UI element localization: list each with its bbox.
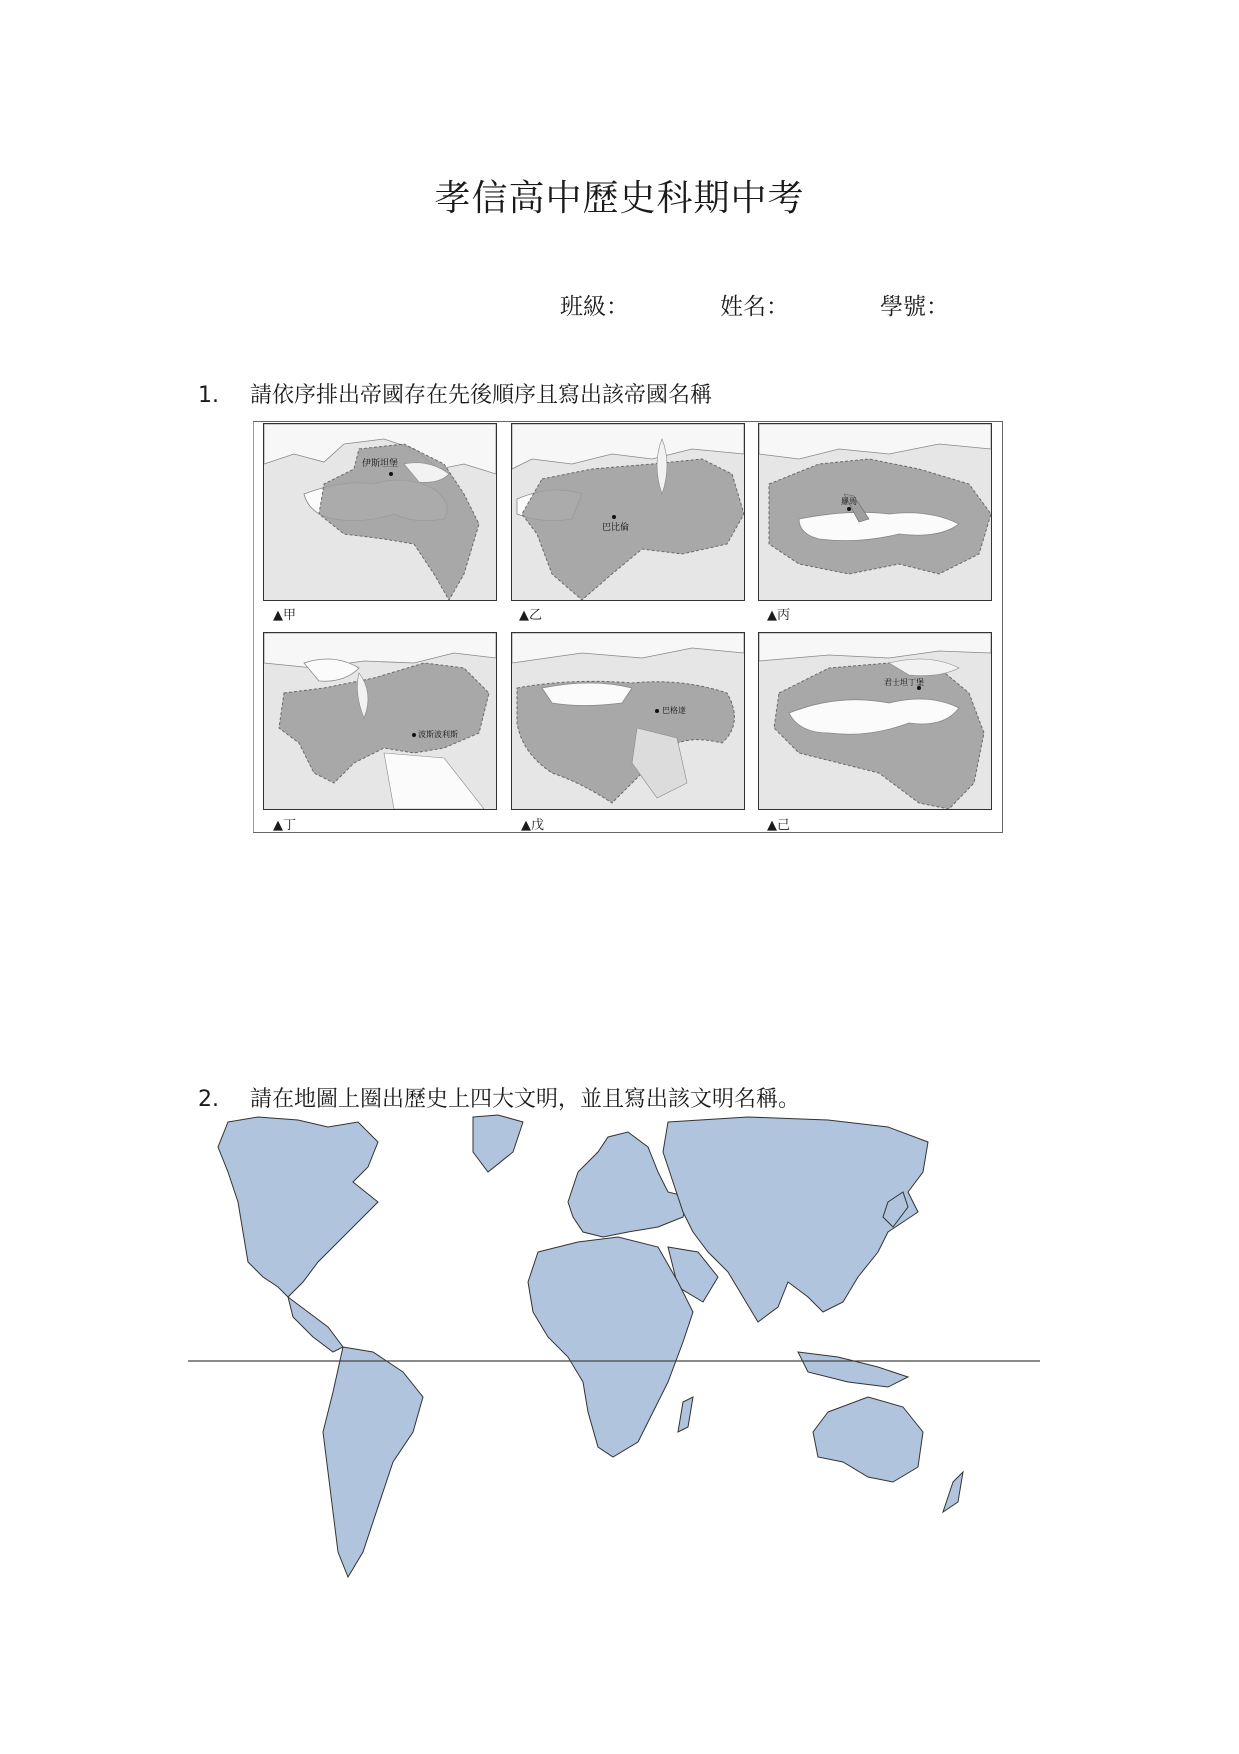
class-label: 班級： <box>560 294 629 320</box>
map-panel-ji <box>758 632 992 810</box>
map-panel-yi <box>511 423 745 601</box>
city-label-jia: 伊斯坦堡 <box>362 459 399 469</box>
map-label-ji: ▲己 <box>767 818 790 833</box>
city-label-ding: 波斯波利斯 <box>418 730 458 739</box>
question-number: 1. <box>198 383 219 408</box>
question-text: 請在地圖上圈出歷史上四大文明，並且寫出該文明名稱。 <box>250 1087 801 1112</box>
empire-map-jia <box>264 424 496 600</box>
new-zealand <box>943 1472 963 1512</box>
city-label-yi: 巴比倫 <box>602 523 630 533</box>
empire-maps-frame <box>253 421 1003 833</box>
indonesia <box>798 1352 908 1387</box>
madagascar <box>678 1397 693 1432</box>
map-panel-wu <box>511 632 745 810</box>
name-label: 姓名： <box>720 294 789 320</box>
empire-map-ji <box>759 633 991 809</box>
city-label-wu: 巴格達 <box>662 706 686 715</box>
question-2 <box>198 1082 800 1113</box>
map-panel-jia <box>263 423 497 601</box>
city-label-ji: 君士坦丁堡 <box>884 678 924 687</box>
map-label-jia: ▲甲 <box>273 608 296 623</box>
greenland <box>473 1115 523 1172</box>
empire-map-wu <box>512 633 744 809</box>
australia <box>813 1397 923 1482</box>
map-panel-ding <box>263 632 497 810</box>
south-america <box>323 1347 423 1577</box>
student-id-label: 學號： <box>880 294 949 320</box>
central-america <box>288 1297 343 1352</box>
map-label-wu: ▲戊 <box>521 818 544 833</box>
empire-map-bing <box>759 424 991 600</box>
africa <box>528 1237 693 1457</box>
world-map <box>188 1112 1040 1584</box>
map-label-bing: ▲丙 <box>767 608 790 623</box>
exam-title: 孝信高中歷史科期中考 <box>434 178 805 219</box>
world-map-svg <box>188 1112 1040 1584</box>
frame-left-line <box>253 422 254 832</box>
empire-map-ding <box>264 633 496 809</box>
map-label-ding: ▲丁 <box>273 818 296 833</box>
question-text: 請依序排出帝國存在先後順序且寫出該帝國名稱 <box>250 383 713 408</box>
north-america <box>218 1117 378 1297</box>
map-panel-bing <box>758 423 992 601</box>
question-1 <box>198 378 712 409</box>
question-number: 2. <box>198 1087 219 1112</box>
map-label-yi: ▲乙 <box>519 608 542 623</box>
city-label-bing: 羅馬 <box>841 497 857 506</box>
empire-map-yi <box>512 424 744 600</box>
